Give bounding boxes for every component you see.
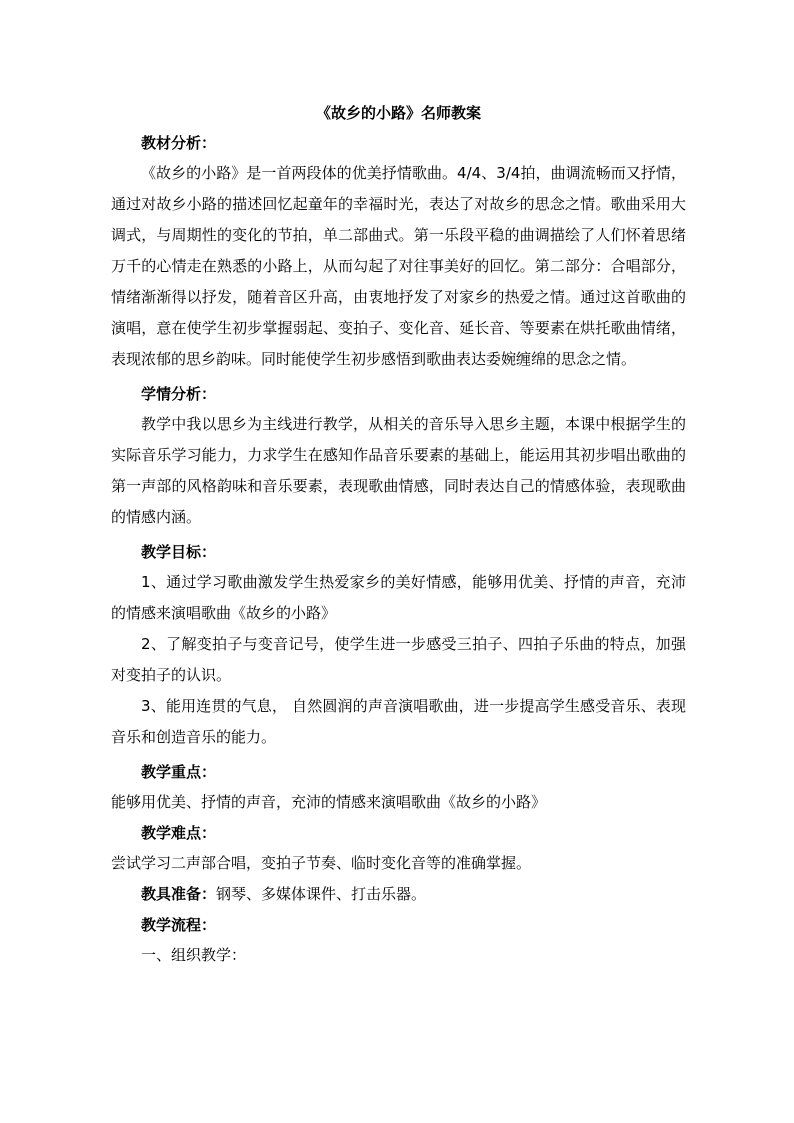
goal-item-2: 2、了解变拍子与变音记号，使学生进一步感受三拍子、四拍子乐曲的特点，加强对变拍子的认识。 [111, 635, 686, 684]
section-heading-students: 学情分析： [141, 385, 217, 403]
section-heading-key-points: 教学重点： [141, 763, 217, 781]
tools-text: 钢琴、多媒体课件、打击乐器。 [216, 885, 427, 903]
key-points-text: 能够用优美、抒情的声音，充沛的情感来演唱歌曲《故乡的小路》 [111, 793, 547, 811]
tools-line [111, 879, 686, 910]
goal-item-1: 1、通过学习歌曲激发学生热爱家乡的美好情感，能够用优美、抒情的声音，充沛的情感来演唱歌曲《故乡的小路》 [111, 573, 686, 622]
process-step-1: 一、组织教学： [141, 946, 247, 964]
difficulties-text: 尝试学习二声部合唱，变拍子节奏、临时变化音等的准确掌握。 [111, 854, 532, 872]
document-body [111, 98, 686, 971]
section-heading-process: 教学流程： [141, 916, 217, 934]
goal-item-3: 3、能用连贯的气息， 自然圆润的声音演唱歌曲，进一步提高学生感受音乐、表现音乐和创造音乐的能力。 [111, 697, 686, 746]
section-heading-tools: 教具准备： [141, 885, 217, 903]
section-heading-difficulties: 教学难点： [141, 824, 217, 842]
page-title: 《故乡的小路》名师教案 [315, 104, 481, 122]
material-analysis-paragraph: 《故乡的小路》是一首两段体的优美抒情歌曲。4/4、3/4拍，曲调流畅而又抒情，通过对故乡小路的描述回忆起童年的幸福时光，表达了对故乡的思念之情。歌曲采用大调式，与周期性的变化的节拍，单二部曲式。第一乐段平稳的曲调描绘了人们怀着思绪万千的心情走在熟悉的小路上，从而勾起了对往事美好的回忆。第二部分：合唱部分，情绪渐渐得以抒发，随着音区升高，由衷地抒发了对家乡的热爱之情。通过这首歌曲的演唱，意在使学生初步掌握弱起、变拍子、变化音、延长音、等要素在烘托歌曲情绪，表现浓郁的思乡韵味。同时能使学生初步感悟到歌曲表达委婉缠绵的思念之情。 [111, 164, 686, 368]
section-heading-goals: 教学目标： [141, 543, 217, 561]
student-analysis-paragraph: 教学中我以思乡为主线进行教学，从相关的音乐导入思乡主题，本课中根据学生的实际音乐学习能力，力求学生在感知作品音乐要素的基础上，能运用其初步唱出歌曲的第一声部的风格韵味和音乐要素，表现歌曲情感，同时表达自己的情感体验，表现歌曲的情感内涵。 [111, 415, 686, 526]
section-heading-material: 教材分析： [141, 134, 217, 152]
